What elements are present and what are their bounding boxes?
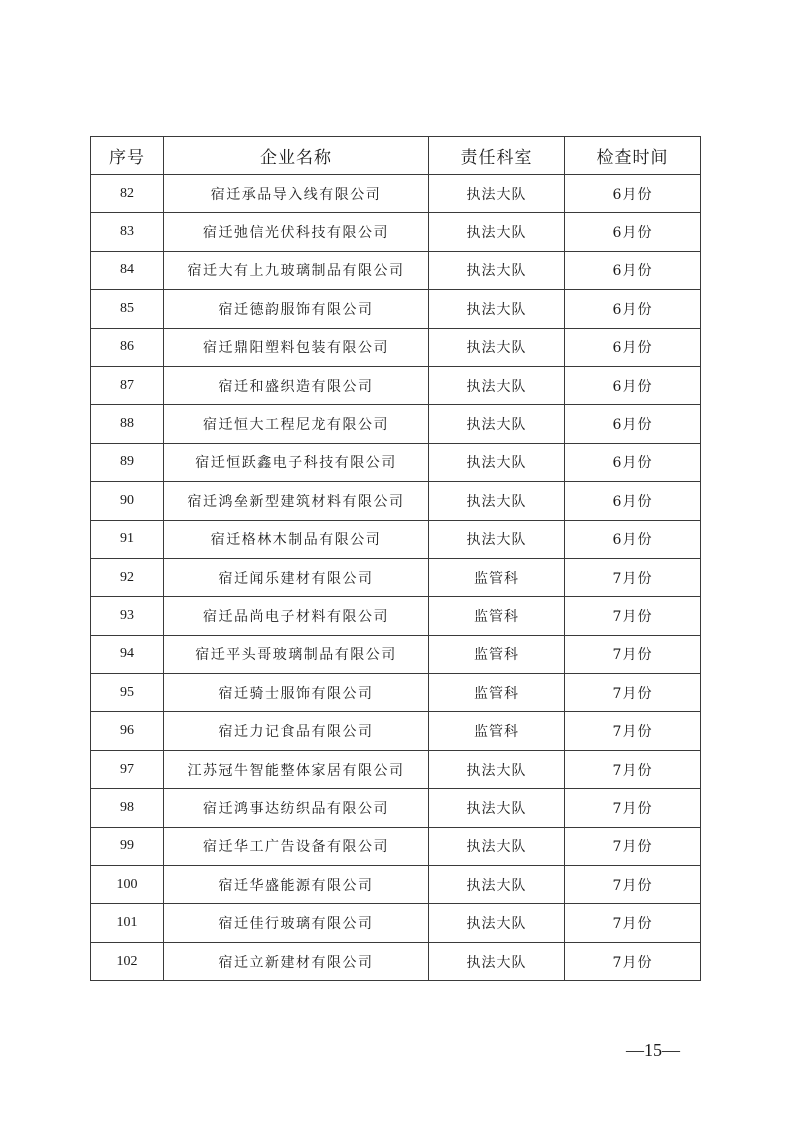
cell-dept: 执法大队	[429, 443, 565, 481]
cell-time: 7月份	[565, 827, 701, 865]
cell-company: 宿迁大有上九玻璃制品有限公司	[164, 251, 429, 289]
cell-seq: 92	[91, 558, 164, 596]
table-row	[91, 674, 701, 712]
cell-dept: 执法大队	[429, 520, 565, 558]
cell-company: 宿迁华工广告设备有限公司	[164, 827, 429, 865]
cell-time: 7月份	[565, 866, 701, 904]
cell-dept: 监管科	[429, 558, 565, 596]
cell-seq: 100	[91, 866, 164, 904]
cell-dept: 执法大队	[429, 827, 565, 865]
table-row	[91, 750, 701, 788]
header-time: 检查时间	[565, 137, 701, 175]
cell-seq: 94	[91, 635, 164, 673]
table-row	[91, 520, 701, 558]
cell-company: 宿迁鼎阳塑料包装有限公司	[164, 328, 429, 366]
table-row	[91, 328, 701, 366]
cell-company: 宿迁和盛织造有限公司	[164, 366, 429, 404]
inspection-schedule-table	[90, 136, 701, 981]
cell-dept: 执法大队	[429, 290, 565, 328]
cell-time: 7月份	[565, 904, 701, 942]
cell-time: 7月份	[565, 597, 701, 635]
cell-seq: 86	[91, 328, 164, 366]
cell-dept: 执法大队	[429, 904, 565, 942]
cell-seq: 101	[91, 904, 164, 942]
cell-time: 7月份	[565, 789, 701, 827]
cell-dept: 执法大队	[429, 482, 565, 520]
table-row	[91, 789, 701, 827]
cell-time: 7月份	[565, 712, 701, 750]
cell-company: 宿迁恒跃鑫电子科技有限公司	[164, 443, 429, 481]
cell-company: 宿迁品尚电子材料有限公司	[164, 597, 429, 635]
cell-time: 6月份	[565, 405, 701, 443]
cell-dept: 监管科	[429, 635, 565, 673]
header-seq: 序号	[91, 137, 164, 175]
cell-seq: 89	[91, 443, 164, 481]
cell-seq: 90	[91, 482, 164, 520]
cell-company: 宿迁德韵服饰有限公司	[164, 290, 429, 328]
cell-time: 6月份	[565, 520, 701, 558]
table-row	[91, 827, 701, 865]
cell-dept: 执法大队	[429, 251, 565, 289]
cell-seq: 97	[91, 750, 164, 788]
cell-dept: 执法大队	[429, 328, 565, 366]
cell-time: 7月份	[565, 558, 701, 596]
table-row	[91, 213, 701, 251]
cell-seq: 88	[91, 405, 164, 443]
cell-company: 宿迁骑士服饰有限公司	[164, 674, 429, 712]
cell-dept: 监管科	[429, 674, 565, 712]
cell-time: 6月份	[565, 328, 701, 366]
cell-time: 6月份	[565, 213, 701, 251]
cell-seq: 82	[91, 175, 164, 213]
cell-seq: 99	[91, 827, 164, 865]
table-row	[91, 635, 701, 673]
table-row	[91, 443, 701, 481]
cell-company: 宿迁弛信光伏科技有限公司	[164, 213, 429, 251]
header-company: 企业名称	[164, 137, 429, 175]
table-row	[91, 482, 701, 520]
cell-seq: 85	[91, 290, 164, 328]
cell-seq: 102	[91, 942, 164, 980]
cell-seq: 84	[91, 251, 164, 289]
table-body	[91, 175, 701, 981]
cell-dept: 执法大队	[429, 942, 565, 980]
cell-company: 宿迁恒大工程尼龙有限公司	[164, 405, 429, 443]
table-row	[91, 366, 701, 404]
page-number: —15—	[626, 1040, 680, 1060]
cell-company: 宿迁格林木制品有限公司	[164, 520, 429, 558]
cell-company: 宿迁平头哥玻璃制品有限公司	[164, 635, 429, 673]
table-row	[91, 942, 701, 980]
table-row	[91, 904, 701, 942]
cell-dept: 监管科	[429, 597, 565, 635]
cell-time: 6月份	[565, 366, 701, 404]
table-row	[91, 405, 701, 443]
cell-company: 江苏冠牛智能整体家居有限公司	[164, 750, 429, 788]
cell-seq: 83	[91, 213, 164, 251]
cell-time: 6月份	[565, 443, 701, 481]
cell-time: 7月份	[565, 750, 701, 788]
cell-time: 7月份	[565, 635, 701, 673]
cell-company: 宿迁力记食品有限公司	[164, 712, 429, 750]
cell-company: 宿迁鸿事达纺织品有限公司	[164, 789, 429, 827]
cell-dept: 执法大队	[429, 750, 565, 788]
cell-company: 宿迁承品导入线有限公司	[164, 175, 429, 213]
cell-time: 7月份	[565, 674, 701, 712]
cell-time: 6月份	[565, 251, 701, 289]
cell-dept: 执法大队	[429, 405, 565, 443]
table-header-row	[91, 137, 701, 175]
cell-dept: 监管科	[429, 712, 565, 750]
cell-dept: 执法大队	[429, 175, 565, 213]
cell-seq: 95	[91, 674, 164, 712]
cell-company: 宿迁佳行玻璃有限公司	[164, 904, 429, 942]
cell-dept: 执法大队	[429, 789, 565, 827]
cell-time: 6月份	[565, 290, 701, 328]
table-row	[91, 175, 701, 213]
cell-time: 6月份	[565, 175, 701, 213]
table-row	[91, 712, 701, 750]
table-row	[91, 290, 701, 328]
table-row	[91, 597, 701, 635]
cell-seq: 87	[91, 366, 164, 404]
cell-company: 宿迁鸿垒新型建筑材料有限公司	[164, 482, 429, 520]
cell-company: 宿迁华盛能源有限公司	[164, 866, 429, 904]
table-row	[91, 251, 701, 289]
cell-seq: 98	[91, 789, 164, 827]
table-row	[91, 558, 701, 596]
cell-company: 宿迁立新建材有限公司	[164, 942, 429, 980]
cell-company: 宿迁闻乐建材有限公司	[164, 558, 429, 596]
cell-dept: 执法大队	[429, 366, 565, 404]
cell-time: 7月份	[565, 942, 701, 980]
cell-time: 6月份	[565, 482, 701, 520]
cell-dept: 执法大队	[429, 213, 565, 251]
cell-dept: 执法大队	[429, 866, 565, 904]
header-dept: 责任科室	[429, 137, 565, 175]
cell-seq: 96	[91, 712, 164, 750]
cell-seq: 93	[91, 597, 164, 635]
cell-seq: 91	[91, 520, 164, 558]
table-row	[91, 866, 701, 904]
